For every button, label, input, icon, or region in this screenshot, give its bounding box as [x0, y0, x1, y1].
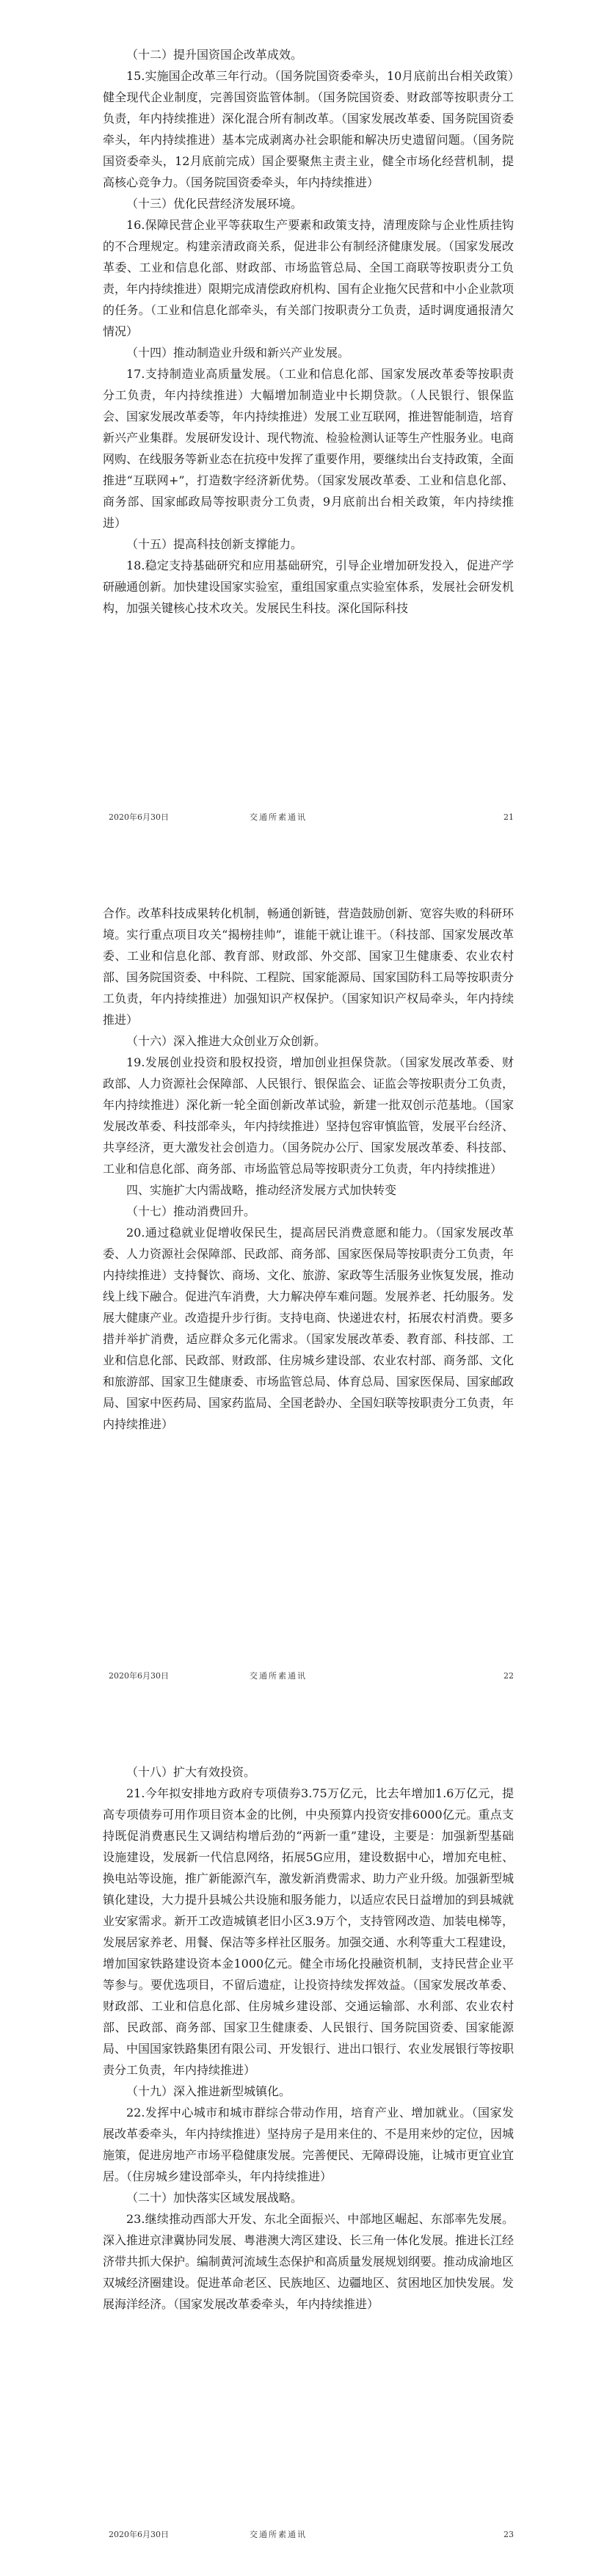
body-paragraph: 20.通过稳就业促增收保民生，提高居民消费意愿和能力。（国家发展改革委、人力资源社会保障部、民政部、商务部、国家医保局等按职责分工负责，年内持续推进）支持餐饮、商场、文化、旅游、家政等生活服务业恢复发展，推动线上线下融合。促进汽车消费，大力解决停车难问题。发展养老、托幼服务。发展大健康产业。改造提升步行街。支持电商、快递进农村，拓展农村消费。要多措并举扩消费，适应群众多元化需求。（国家发展改革委、教育部、科技部、工业和信息化部、民政部、财政部、住房城乡建设部、农业农村部、商务部、文化和旅游部、国家卫生健康委、市场监管总局、体育总局、国家医保局、国家邮政局、国家中医药局、国家药监局、全国老龄办、全国妇联等按职责分工负责，年内持续推进） [103, 1226, 515, 1431]
section-heading: （十三）优化民营经济发展环境。 [126, 197, 303, 211]
body-paragraph: 18.稳定支持基础研究和应用基础研究，引导企业增加研发投入，促进产学研融通创新。加快建设国家实验室，重组国家重点实验室体系，发展社会研发机构，加强关键核心技术攻关。发展民生科技。深化国际科技 [103, 559, 515, 615]
section-heading: （十二）提升国资国企改革成效。 [126, 48, 303, 62]
page-3 [0, 1717, 607, 2576]
section-heading: （十五）提高科技创新支撑能力。 [126, 537, 303, 551]
body-paragraph: 17.支持制造业高质量发展。（工业和信息化部、国家发展改革委等按职责分工负责，年内持续推进）大幅增加制造业中长期贷款。（人民银行、银保监会、国家发展改革委等，年内持续推进）发展工业互联网，推进智能制造，培育新兴产业集群。发展研发设计、现代物流、检验检测认证等生产性服务业。电商网购、在线服务等新业态在抗疫中发挥了重要作用，要继续出台支持政策，全面推进“互联网+”，打造数字经济新优势。（国家发展改革委、工业和信息化部、商务部、国家邮政局等按职责分工负责，9月底前出台相关政策，年内持续推进） [103, 367, 515, 530]
section-heading: （十九）深入推进新型城镇化。 [126, 2084, 291, 2098]
page-1 [0, 0, 607, 859]
page-footer [103, 810, 514, 825]
section-heading: （十七）推动消费回升。 [126, 1204, 256, 1218]
page-2 [0, 859, 607, 1717]
page-body [103, 1761, 514, 2315]
body-paragraph: 23.继续推动西部大开发、东北全面振兴、中部地区崛起、东部率先发展。深入推进京津冀协同发展、粤港澳大湾区建设、长三角一体化发展。推进长江经济带共抓大保护。编制黄河流域生态保护和高质量发展规划纲要。推动成渝地区双城经济圈建设。促进革命老区、民族地区、边疆地区、贫困地区加快发展。发展海洋经济。（国家发展改革委牵头，年内持续推进） [103, 2212, 515, 2311]
footer-date: 2020年6月30日 [109, 812, 169, 822]
body-paragraph: 22.发挥中心城市和城市群综合带动作用，培育产业、增加就业。（国家发展改革委牵头，年内持续推进）坚持房子是用来住的、不是用来炒的定位，因城施策，促进房地产市场平稳健康发展。完善便民、无障碍设施，让城市更宜业宜居。（住房城乡建设部牵头，年内持续推进） [103, 2106, 515, 2183]
page-footer [103, 1669, 514, 1684]
page-body [103, 44, 514, 619]
page-body [103, 903, 514, 1435]
section-heading: （十八）扩大有效投资。 [126, 1765, 256, 1779]
page-number: 21 [504, 812, 514, 822]
body-paragraph: 21.今年拟安排地方政府专项债券3.75万亿元，比去年增加1.6万亿元，提高专项债券可用作项目资本金的比例，中央预算内投资安排6000亿元。重点支持既促消费惠民生又调结构增后劲的“两新一重”建设，主要是：加强新型基础设施建设，发展新一代信息网络，拓展5G应用，建设数据中心，增加充电桩、换电站等设施，推广新能源汽车，激发新消费需求、助力产业升级。加强新型城镇化建设，大力提升县城公共设施和服务能力，以适应农民日益增加的到县城就业安家需求。新开工改造城镇老旧小区3.9万个，支持管网改造、加装电梯等，发展居家养老、用餐、保洁等多样社区服务。加强交通、水利等重大工程建设，增加国家铁路建设资本金1000亿元。健全市场化投融资机制，支持民营企业平等参与。要优选项目，不留后遗症，让投资持续发挥效益。（国家发展改革委、财政部、工业和信息化部、住房城乡建设部、交通运输部、水利部、农业农村部、民政部、商务部、国家卫生健康委、人民银行、国务院国资委、国家能源局、中国国家铁路集团有限公司、开发银行、进出口银行、农业发展银行等按职责分工负责，年内持续推进） [103, 1786, 515, 2077]
section-heading: （十六）深入推进大众创业万众创新。 [126, 1034, 327, 1048]
chapter-heading: 四、实施扩大内需战略，推动经济发展方式加快转变 [126, 1183, 397, 1197]
footer-publication-title: 交通所素通讯 [250, 2530, 307, 2539]
page-footer [103, 2528, 514, 2542]
continued-paragraph: 合作。改革科技成果转化机制，畅通创新链，营造鼓励创新、宽容失败的科研环境。实行重点项目攻关“揭榜挂帅”，谁能干就让谁干。（科技部、国家发展改革委、工业和信息化部、教育部、财政部、外交部、国家卫生健康委、农业农村部、国务院国资委、中科院、工程院、国家能源局、国家国防科工局等按职责分工负责，年内持续推进）加强知识产权保护。（国家知识产权局牵头，年内持续推进） [103, 906, 515, 1027]
section-heading: （二十）加快落实区域发展战略。 [126, 2191, 303, 2205]
body-paragraph: 16.保障民营企业平等获取生产要素和政策支持，清理废除与企业性质挂钩的不合理规定。构建亲清政商关系，促进非公有制经济健康发展。（国家发展改革委、工业和信息化部、财政部、市场监管总局、全国工商联等按职责分工负责，年内持续推进）限期完成清偿政府机构、国有企业拖欠民营和中小企业款项的任务。（工业和信息化部牵头，有关部门按职责分工负责，适时调度通报清欠情况） [103, 218, 515, 338]
footer-date: 2020年6月30日 [109, 1671, 169, 1681]
footer-publication-title: 交通所素通讯 [250, 812, 307, 822]
body-paragraph: 15.实施国企改革三年行动。（国务院国资委牵头，10月底前出台相关政策）健全现代企业制度，完善国资监管体制。（国务院国资委、财政部等按职责分工负责，年内持续推进）深化混合所有制改革。（国家发展改革委、国务院国资委牵头，年内持续推进）基本完成剥离办社会职能和解决历史遗留问题。（国务院国资委牵头，12月底前完成）国企要聚焦主责主业，健全市场化经营机制，提高核心竞争力。（国务院国资委牵头，年内持续推进） [103, 69, 514, 189]
section-heading: （十四）推动制造业升级和新兴产业发展。 [126, 346, 350, 360]
footer-date: 2020年6月30日 [109, 2530, 169, 2539]
body-paragraph: 19.发展创业投资和股权投资，增加创业担保贷款。（国家发展改革委、财政部、人力资源社会保障部、人民银行、银保监会、证监会等按职责分工负责，年内持续推进）深化新一轮全面创新改革试验，新建一批双创示范基地。（国家发展改革委、科技部牵头，年内持续推进）坚持包容审慎监管，发展平台经济、共享经济，更大激发社会创造力。（国务院办公厅、国家发展改革委、科技部、工业和信息化部、商务部、市场监管总局等按职责分工负责，年内持续推进） [103, 1055, 515, 1176]
footer-publication-title: 交通所素通讯 [250, 1671, 307, 1681]
page-number: 22 [504, 1671, 514, 1681]
page-number: 23 [504, 2530, 514, 2539]
